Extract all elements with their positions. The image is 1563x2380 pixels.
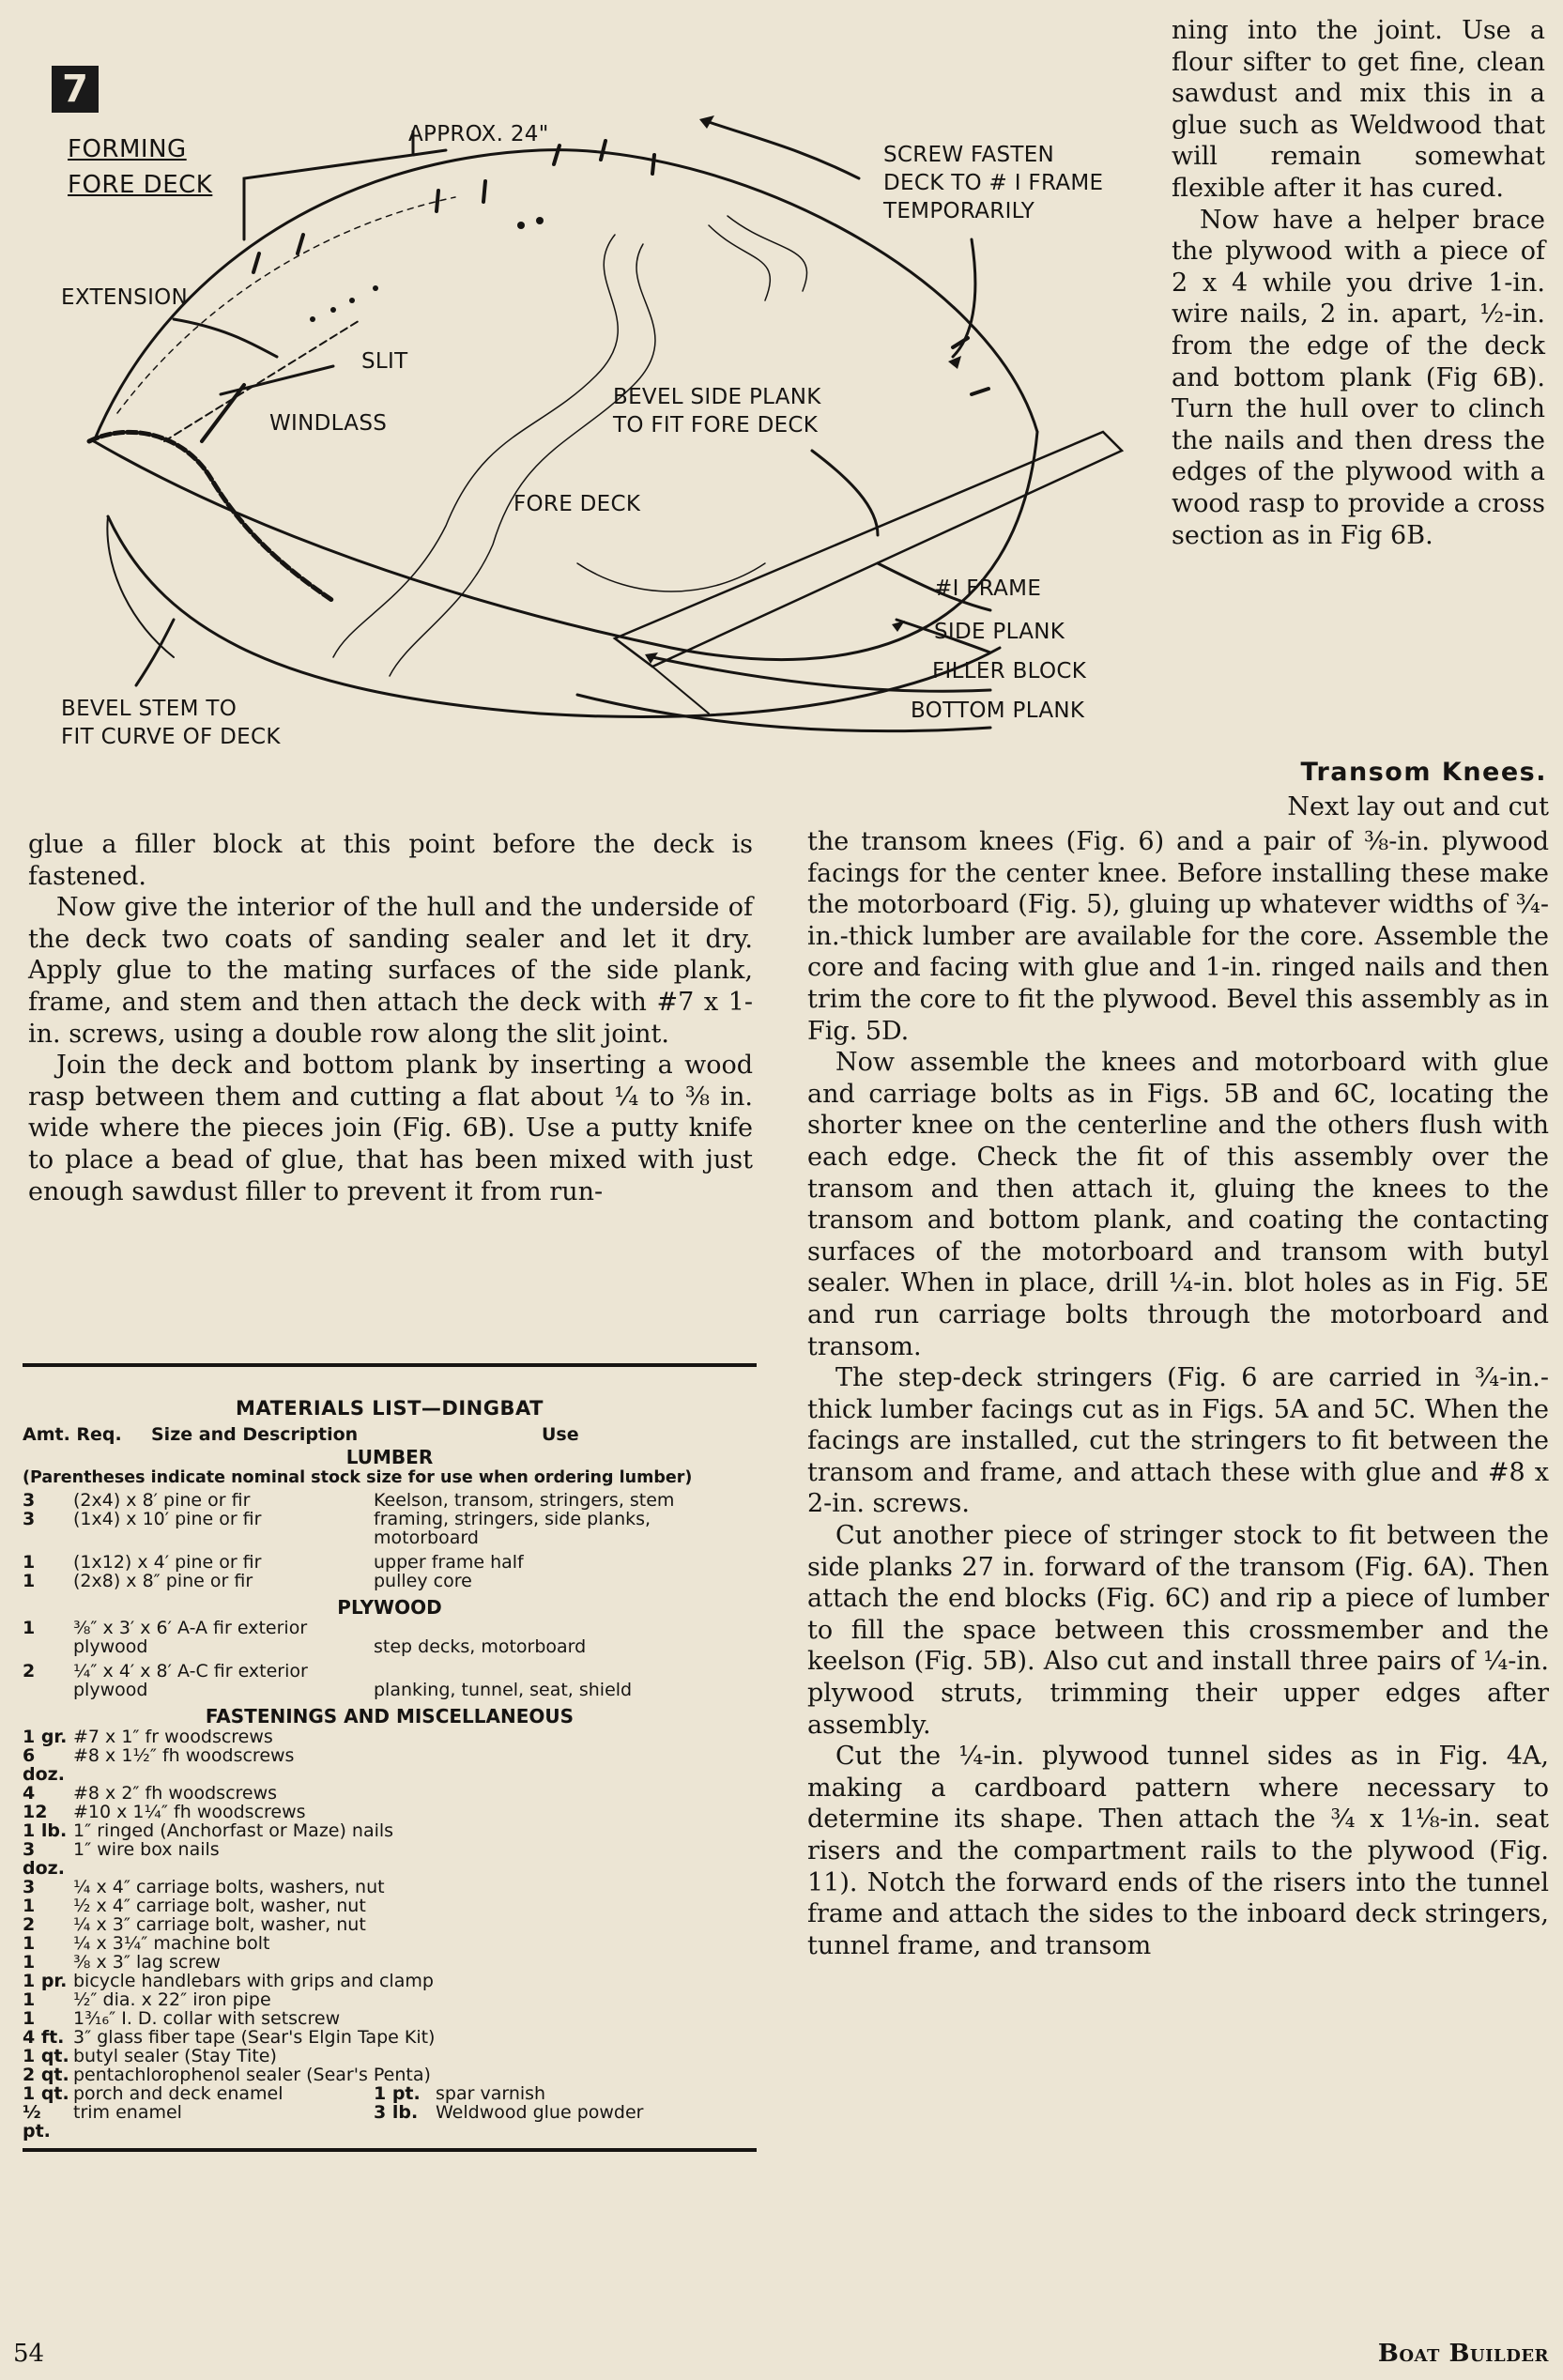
paragraph: Now have a helper brace the plywood with a piece of 2 x 4 while you drive 1-in. wire nails, 2 in. apart, ½-in. from the edge of the deck and bottom plank (Fig 6B). Turn the hull over to clinch the nails and then dress the edges of the plywood with a wood rasp to provide a cross section as in Fig 6B. (1172, 205, 1545, 550)
paragraph: Cut another piece of stringer stock to fit between the side planks 27 in. forward of the transom (Fig. 6A). Then attach the end blocks (Fig. 6C) and rip a piece of lumber to fill the space between this crossmember and the keelson (Fig. 5B). Also cut and install three pairs of ¼-in. plywood struts, trimming their upper edges after assembly. (807, 1521, 1549, 1740)
list-item: 3 (2x4) x 8′ pine or fir Keelson, transom, stringers, stem (23, 1490, 675, 1511)
label-windlass: WINDLASS (269, 411, 388, 436)
list-item: ½ pt. trim enamel 3 lb. Weldwood glue powder (23, 2102, 644, 2142)
label-slit: SLIT (361, 349, 408, 374)
figure-title: FORMING FORE DECK (68, 135, 213, 199)
list-item: 1 ½″ dia. x 22″ iron pipe (23, 1989, 271, 2010)
list-item: 4 ft. 3″ glass fiber tape (Sear's Elgin Tape Kit) (23, 2027, 436, 2048)
list-item: 1 ¼ x 3¼″ machine bolt (23, 1933, 270, 1954)
list-item: 4 #8 x 2″ fh woodscrews (23, 1783, 278, 1804)
label-screw-fasten: SCREW FASTEN DECK TO # I FRAME TEMPORARILY (883, 143, 1104, 223)
list-item: 1 (2x8) x 8″ pine or fir pulley core (23, 1571, 472, 1591)
paragraph: Cut the ¼-in. plywood tunnel sides as in Fig. 4A, making a cardboard pattern where necessary to determine its shape. Then attach the ¾ x 1⅛-in. seat risers and the compartment rails to the plywood (Fig. 11). Notch the forward ends of the risers into the tunnel frame and attach the sides to the inboard deck stringers, tunnel frame, and transom (807, 1742, 1549, 1960)
list-item: 1 gr. #7 x 1″ fr woodscrews (23, 1727, 273, 1747)
list-item: 12 #10 x 1¼″ fh woodscrews (23, 1802, 306, 1822)
paragraph: The step-deck stringers (Fig. 6 are carried in ¾-in.-thick lumber facings cut as in Figs. 5A and 5C. When the facings are installed, cut the stringers to fit between the transom and frame, and attach these with glue and #8 x 2-in. screws. (807, 1363, 1549, 1519)
list-item: 2 ¼ x 3″ carriage bolt, washer, nut (23, 1914, 366, 1935)
running-footer: Boat Builder (1377, 2340, 1549, 2368)
section-lumber: LUMBER (345, 1446, 434, 1468)
label-extension: EXTENSION (61, 285, 189, 310)
header-size: Size and Description (151, 1424, 359, 1445)
text-column-right (807, 826, 1549, 1961)
figure-number: 7 (52, 66, 99, 113)
paragraph: Now assemble the knees and motorboard with glue and carriage bolts as in Figs. 5B and 6C, locating the shorter knee on the centerline and the others flush with each edge. Check the fit of this assembly over the transom and then attach it, gluing the knees to the transom and bottom plank, and coating the contacting surfaces of the motorboard and transom with butyl sealer. When in place, drill ¼-in. blot holes as in Fig. 5E and run carriage bolts through the motorboard and transom. (807, 1048, 1549, 1361)
paragraph: glue a filler block at this point before the deck is fastened. (28, 830, 753, 891)
page-number: 54 (13, 2340, 45, 2368)
list-item: 2 qt. pentachlorophenol sealer (Sear's Penta) (23, 2065, 431, 2085)
list-item: 6 doz. #8 x 1½″ fh woodscrews (23, 1745, 295, 1785)
label-bottom-plank: BOTTOM PLANK (911, 699, 1085, 723)
list-item: 3 doz. 1″ wire box nails (23, 1839, 220, 1879)
section-plywood: PLYWOOD (337, 1596, 442, 1619)
header-amount: Amt. Req. (23, 1424, 122, 1445)
list-item: 3 (1x4) x 10′ pine or fir framing, stringers, side planks, motorboard (23, 1509, 651, 1548)
list-item: 1 ⅜ x 3″ lag screw (23, 1952, 221, 1973)
paragraph: the transom knees (Fig. 6) and a pair of ⅜-in. plywood facings for the center knee. Before installing these make the motorboard (Fig. 5), gluing up whatever widths of ¾-in.-thick lumber are available for the core. Assemble the core and facing with glue and 1-in. ringed nails and then trim the core to fit the plywood. Bevel this assembly as in Fig. 5D. (807, 827, 1549, 1046)
text-column-right-top (1172, 15, 1545, 551)
figure-forming-fore-deck (52, 38, 1150, 765)
list-item: 1 1³⁄₁₆″ I. D. collar with setscrew (23, 2008, 341, 2029)
list-item: 2 ¼″ x 4′ x 8′ A-C fir exterior plywood planking, tunnel, seat, shield (23, 1661, 633, 1700)
text-column-left (28, 829, 753, 1207)
list-item: 1 ⅜″ x 3′ x 6′ A-A fir exterior plywood step decks, motorboard (23, 1618, 587, 1657)
header-use: Use (542, 1424, 579, 1445)
label-frame-1: #I FRAME (934, 576, 1042, 601)
divider (23, 1363, 757, 1367)
paragraph: Join the deck and bottom plank by inserting a wood rasp between them and cutting a flat about ¼ to ⅜ in. wide where the pieces join (Fig. 6B). Use a putty knife to place a bead of glue, that has been mixed with just enough sawdust filler to prevent it from run- (28, 1051, 753, 1206)
list-item: 1 qt. porch and deck enamel 1 pt. spar varnish (23, 2083, 546, 2104)
list-item: 3 ¼ x 4″ carriage bolts, washers, nut (23, 1877, 385, 1897)
label-fore-deck: FORE DECK (513, 492, 641, 516)
materials-title: MATERIALS LIST—DINGBAT (236, 1397, 544, 1420)
lumber-note: (Parentheses indicate nominal stock size for use when ordering lumber) (23, 1468, 693, 1487)
list-item: 1 ½ x 4″ carriage bolt, washer, nut (23, 1896, 366, 1916)
list-item: 1 (1x12) x 4′ pine or fir upper frame half (23, 1552, 524, 1573)
list-item: 1 qt. butyl sealer (Stay Tite) (23, 2046, 277, 2066)
label-approx: APPROX. 24" (408, 122, 549, 146)
label-bevel-stem: BEVEL STEM TO FIT CURVE OF DECK (61, 697, 281, 749)
label-side-plank: SIDE PLANK (934, 620, 1065, 644)
subhead-transom-knees: Transom Knees. (1300, 758, 1547, 787)
section-fastenings: FASTENINGS AND MISCELLANEOUS (205, 1705, 575, 1727)
list-item: 1 pr. bicycle handlebars with grips and clamp (23, 1971, 434, 1991)
materials-header (23, 1425, 757, 1446)
list-item: 1 lb. 1″ ringed (Anchorfast or Maze) nails (23, 1820, 394, 1841)
divider (23, 2148, 757, 2152)
label-filler-block: FILLER BLOCK (932, 659, 1087, 683)
subhead-continuation: Next lay out and cut (1287, 792, 1549, 821)
materials-list (23, 1363, 757, 2152)
paragraph: ning into the joint. Use a flour sifter to get fine, clean sawdust and mix this in a glue such as Weldwood that will remain somewhat flexible after it has cured. (1172, 16, 1545, 203)
paragraph: Now give the interior of the hull and the underside of the deck two coats of sanding sealer and let it dry. Apply glue to the mating surfaces of the side plank, frame, and stem and then attach the deck with #7 x 1-in. screws, using a double row along the slit joint. (28, 893, 753, 1049)
label-bevel-side-plank: BEVEL SIDE PLANK TO FIT FORE DECK (613, 385, 821, 438)
